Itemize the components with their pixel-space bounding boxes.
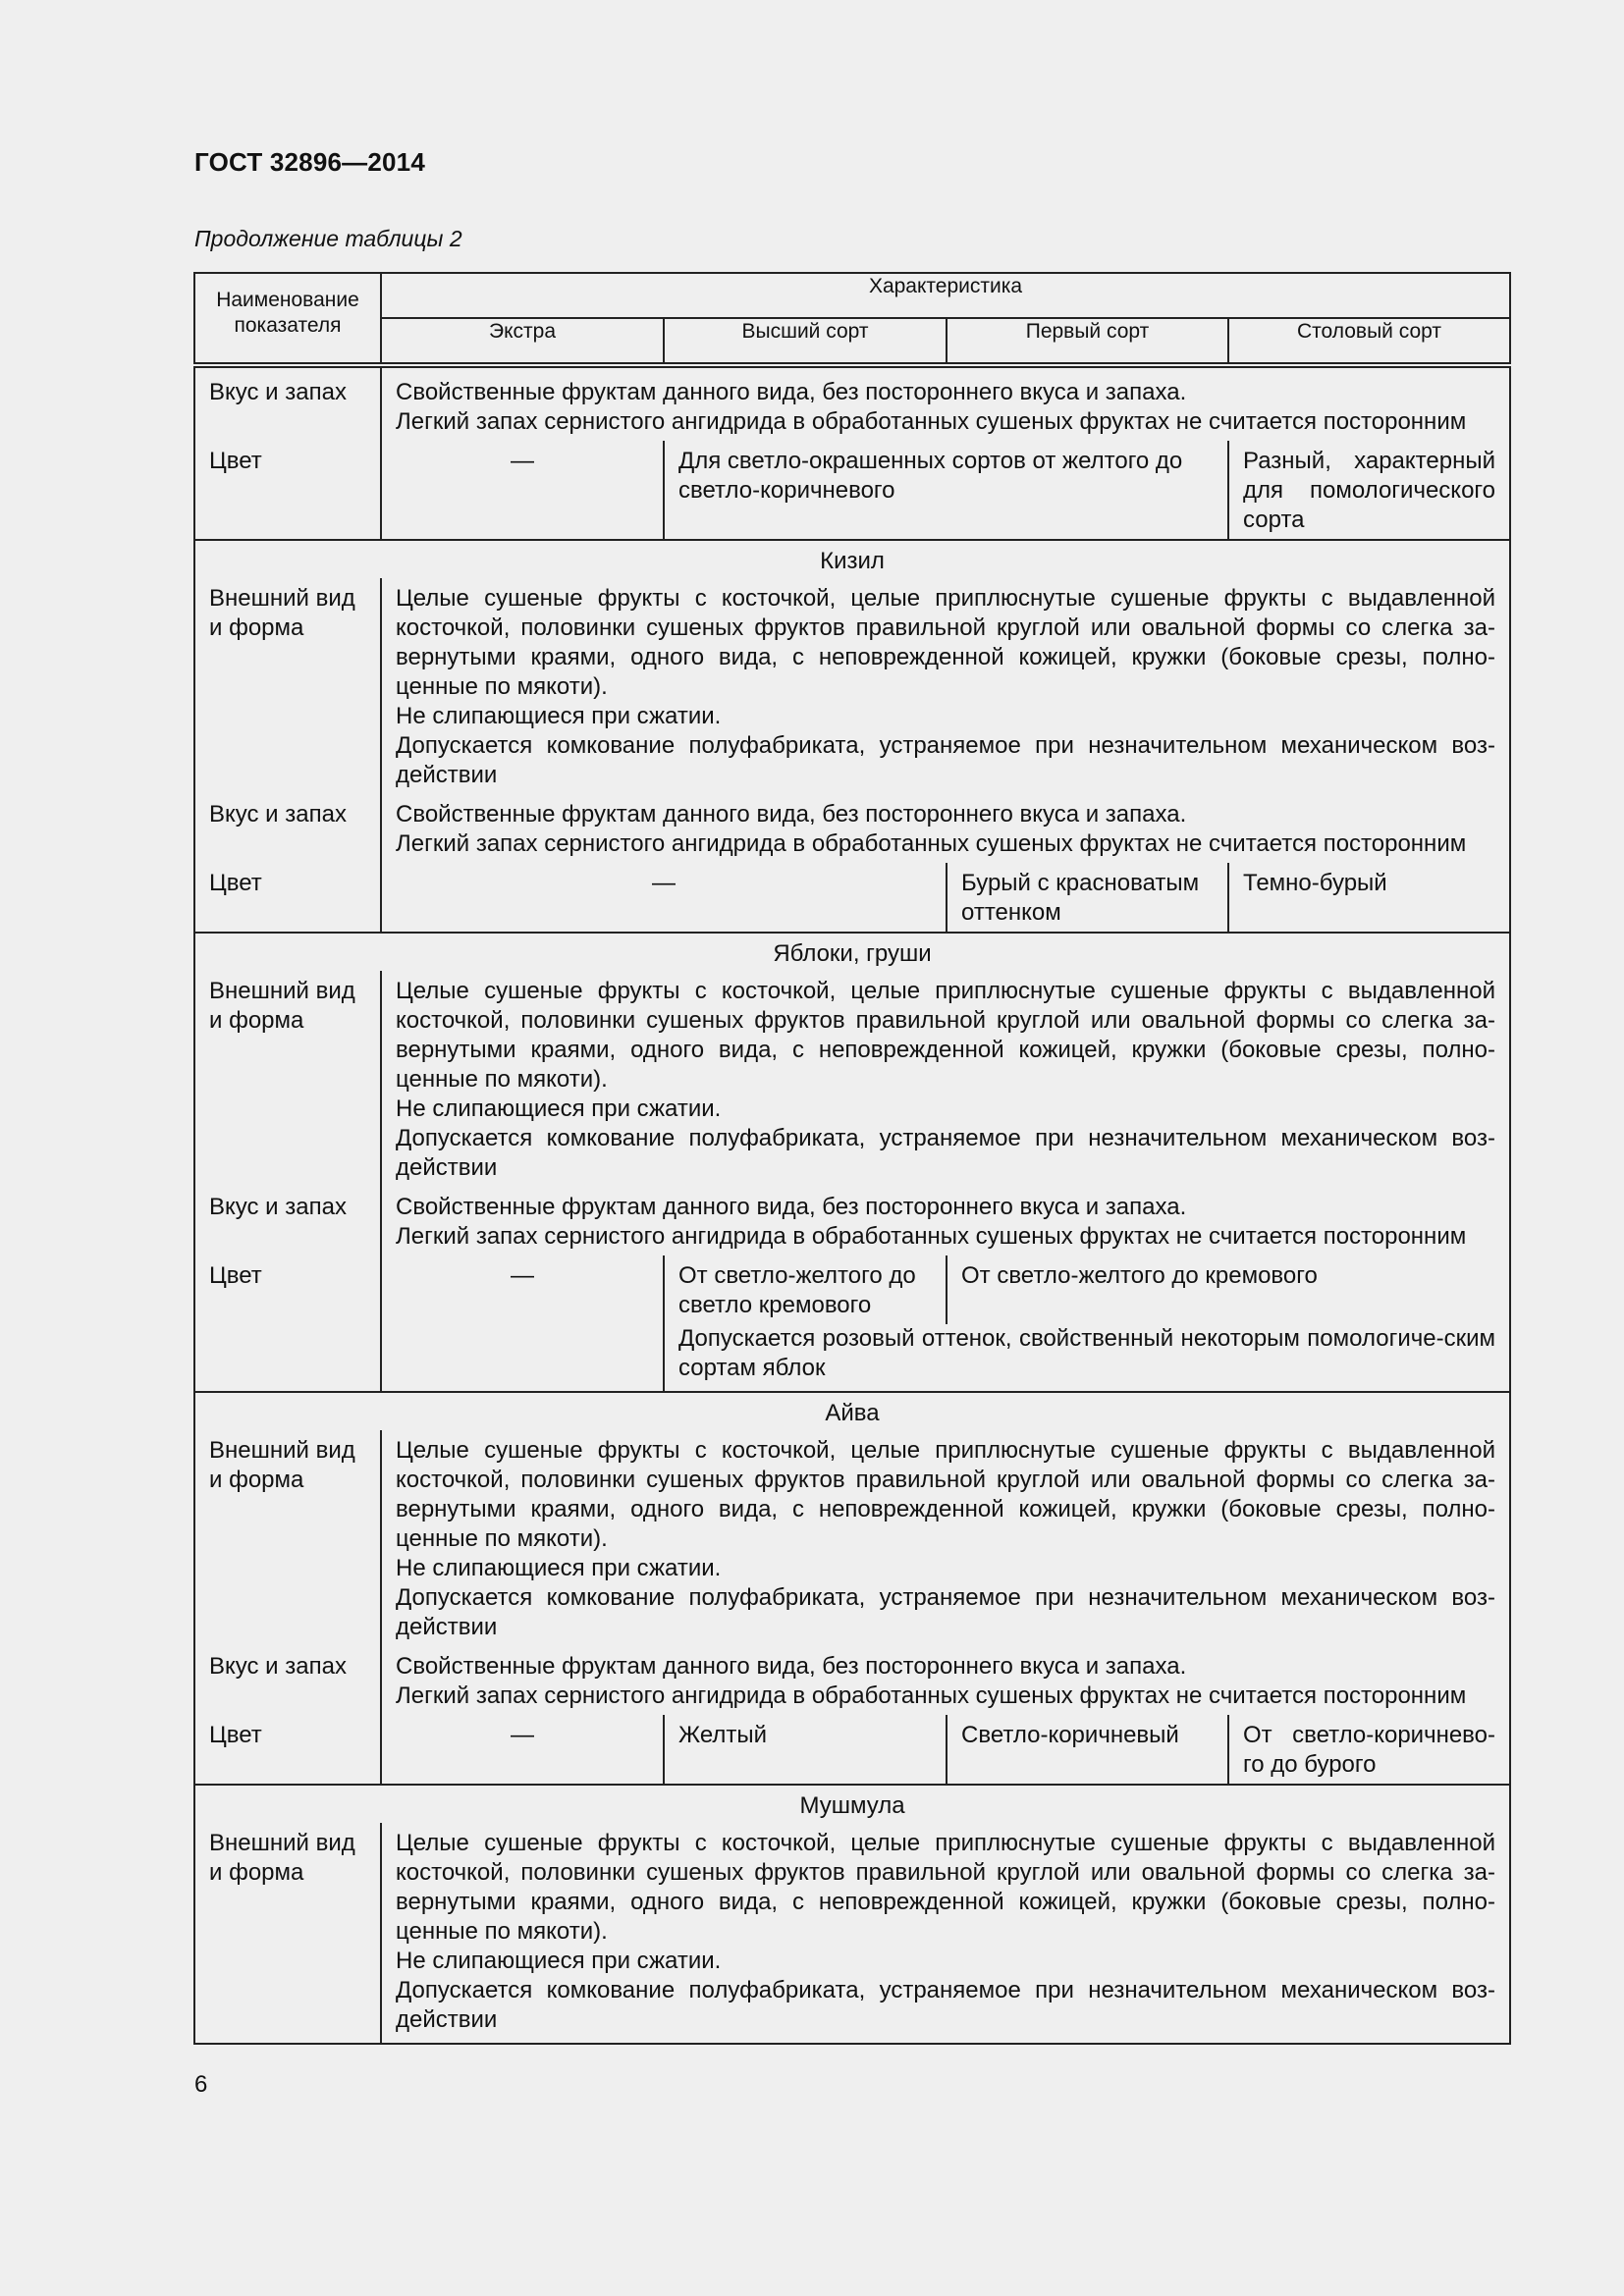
indicator-color: Цвет — [194, 863, 381, 933]
group-title-row — [194, 1785, 1510, 1823]
table-row — [194, 971, 1510, 1187]
appearance-value: Целые сушеные фрукты с косточкой, целые приплюснутые сушеные фрукты с выдавленной косточкой, половинки сушеных фруктов правильной круглой или овальной формы со слегка за-вернутыми краями, одного вида, с неповрежденной кожицей, кружки (боковые срезы, полно-ценные по мякоти). Не слипающиеся при сжатии. Допускается комкование полуфабриката, устраняемое при незначительном механическом воз-действии — [381, 1430, 1510, 1646]
header-indicator: Наименование показателя — [194, 273, 381, 365]
header-grade-table: Столовый сорт — [1228, 318, 1510, 365]
color-extra-value: — — [381, 1715, 664, 1785]
color-high-value: От светло-желтого до светло кремового — [664, 1255, 947, 1324]
indicator-taste: Вкус и запах — [194, 365, 381, 441]
table-row — [194, 1255, 1510, 1324]
color-table-value: От светло-коричнево-го до бурого — [1228, 1715, 1510, 1785]
color-extra-value: — — [381, 1255, 664, 1392]
indicator-appearance: Внешний вид и форма — [194, 1430, 381, 1646]
document-title: ГОСТ 32896—2014 — [194, 147, 425, 177]
color-high-first-value: Для светло-окрашенных сортов от желтого до светло-коричневого — [664, 441, 1228, 540]
taste-value: Свойственные фруктам данного вида, без постороннего вкуса и запаха. Легкий запах сернистого ангидрида в обработанных сушеных фруктах не считается посторонним — [381, 794, 1510, 863]
header-characteristic: Характеристика — [381, 273, 1510, 318]
color-note-value: Допускается розовый оттенок, свойственный некоторым помологиче-ским сортам яблок — [664, 1324, 1510, 1392]
color-high-value: Желтый — [664, 1715, 947, 1785]
table-row — [194, 365, 1510, 441]
header-grade-first: Первый сорт — [947, 318, 1228, 365]
indicator-color: Цвет — [194, 1255, 381, 1392]
indicator-taste: Вкус и запах — [194, 1187, 381, 1255]
table-row — [194, 1823, 1510, 2044]
taste-value: Свойственные фруктам данного вида, без постороннего вкуса и запаха. Легкий запах сернистого ангидрида в обработанных сушеных фруктах не считается посторонним — [381, 1646, 1510, 1715]
taste-value: Свойственные фруктам данного вида, без постороннего вкуса и запаха. Легкий запах сернистого ангидрида в обработанных сушеных фруктах не считается посторонним — [381, 1187, 1510, 1255]
header-grade-extra: Экстра — [381, 318, 664, 365]
table-row — [194, 1646, 1510, 1715]
group-title-row — [194, 540, 1510, 578]
table-header-row — [194, 273, 1510, 318]
indicator-appearance: Внешний вид и форма — [194, 1823, 381, 2044]
taste-value: Свойственные фруктам данного вида, без постороннего вкуса и запаха. Легкий запах сернистого ангидрида в обработанных сушеных фруктах не считается посторонним — [381, 365, 1510, 441]
group-title-quince: Айва — [194, 1392, 1510, 1430]
indicator-color: Цвет — [194, 1715, 381, 1785]
table-row — [194, 441, 1510, 540]
table-row — [194, 1430, 1510, 1646]
group-title-row — [194, 933, 1510, 971]
color-table-value: Темно-бурый — [1228, 863, 1510, 933]
table-continuation-caption: Продолжение таблицы 2 — [194, 226, 462, 251]
color-extra-value: — — [381, 441, 664, 540]
color-first-table-value: От светло-желтого до кремового — [947, 1255, 1510, 1324]
group-title-row — [194, 1392, 1510, 1430]
indicator-appearance: Внешний вид и форма — [194, 578, 381, 794]
page-number: 6 — [194, 2071, 208, 2098]
group-title-kizil: Кизил — [194, 540, 1510, 578]
appearance-value: Целые сушеные фрукты с косточкой, целые приплюснутые сушеные фрукты с выдавленной косточкой, половинки сушеных фруктов правильной круглой или овальной формы со слегка за-вернутыми краями, одного вида, с неповрежденной кожицей, кружки (боковые срезы, полно-ценные по мякоти). Не слипающиеся при сжатии. Допускается комкование полуфабриката, устраняемое при незначительном механическом воз-действии — [381, 1823, 1510, 2044]
table-row — [194, 1187, 1510, 1255]
header-grade-high: Высший сорт — [664, 318, 947, 365]
group-title-apples: Яблоки, груши — [194, 933, 1510, 971]
table-header-grades-row — [194, 318, 1510, 365]
table-row — [194, 1715, 1510, 1785]
table-row — [194, 578, 1510, 794]
indicator-taste: Вкус и запах — [194, 794, 381, 863]
indicator-color: Цвет — [194, 441, 381, 540]
appearance-value: Целые сушеные фрукты с косточкой, целые приплюснутые сушеные фрукты с выдавленной косточкой, половинки сушеных фруктов правильной круглой или овальной формы со слегка за-вернутыми краями, одного вида, с неповрежденной кожицей, кружки (боковые срезы, полно-ценные по мякоти). Не слипающиеся при сжатии. Допускается комкование полуфабриката, устраняемое при незначительном механическом воз-действии — [381, 578, 1510, 794]
group-title-medlar: Мушмула — [194, 1785, 1510, 1823]
color-extra-high-value: — — [381, 863, 947, 933]
table-row — [194, 863, 1510, 933]
indicator-appearance: Внешний вид и форма — [194, 971, 381, 1187]
quality-table — [193, 272, 1511, 2045]
color-first-value: Бурый с красноватым оттенком — [947, 863, 1228, 933]
indicator-taste: Вкус и запах — [194, 1646, 381, 1715]
appearance-value: Целые сушеные фрукты с косточкой, целые приплюснутые сушеные фрукты с выдавленной косточкой, половинки сушеных фруктов правильной круглой или овальной формы со слегка за-вернутыми краями, одного вида, с неповрежденной кожицей, кружки (боковые срезы, полно-ценные по мякоти). Не слипающиеся при сжатии. Допускается комкование полуфабриката, устраняемое при незначительном механическом воз-действии — [381, 971, 1510, 1187]
table-row — [194, 794, 1510, 863]
color-first-value: Светло-коричневый — [947, 1715, 1228, 1785]
color-table-value: Разный, характерный для помологического сорта — [1228, 441, 1510, 540]
